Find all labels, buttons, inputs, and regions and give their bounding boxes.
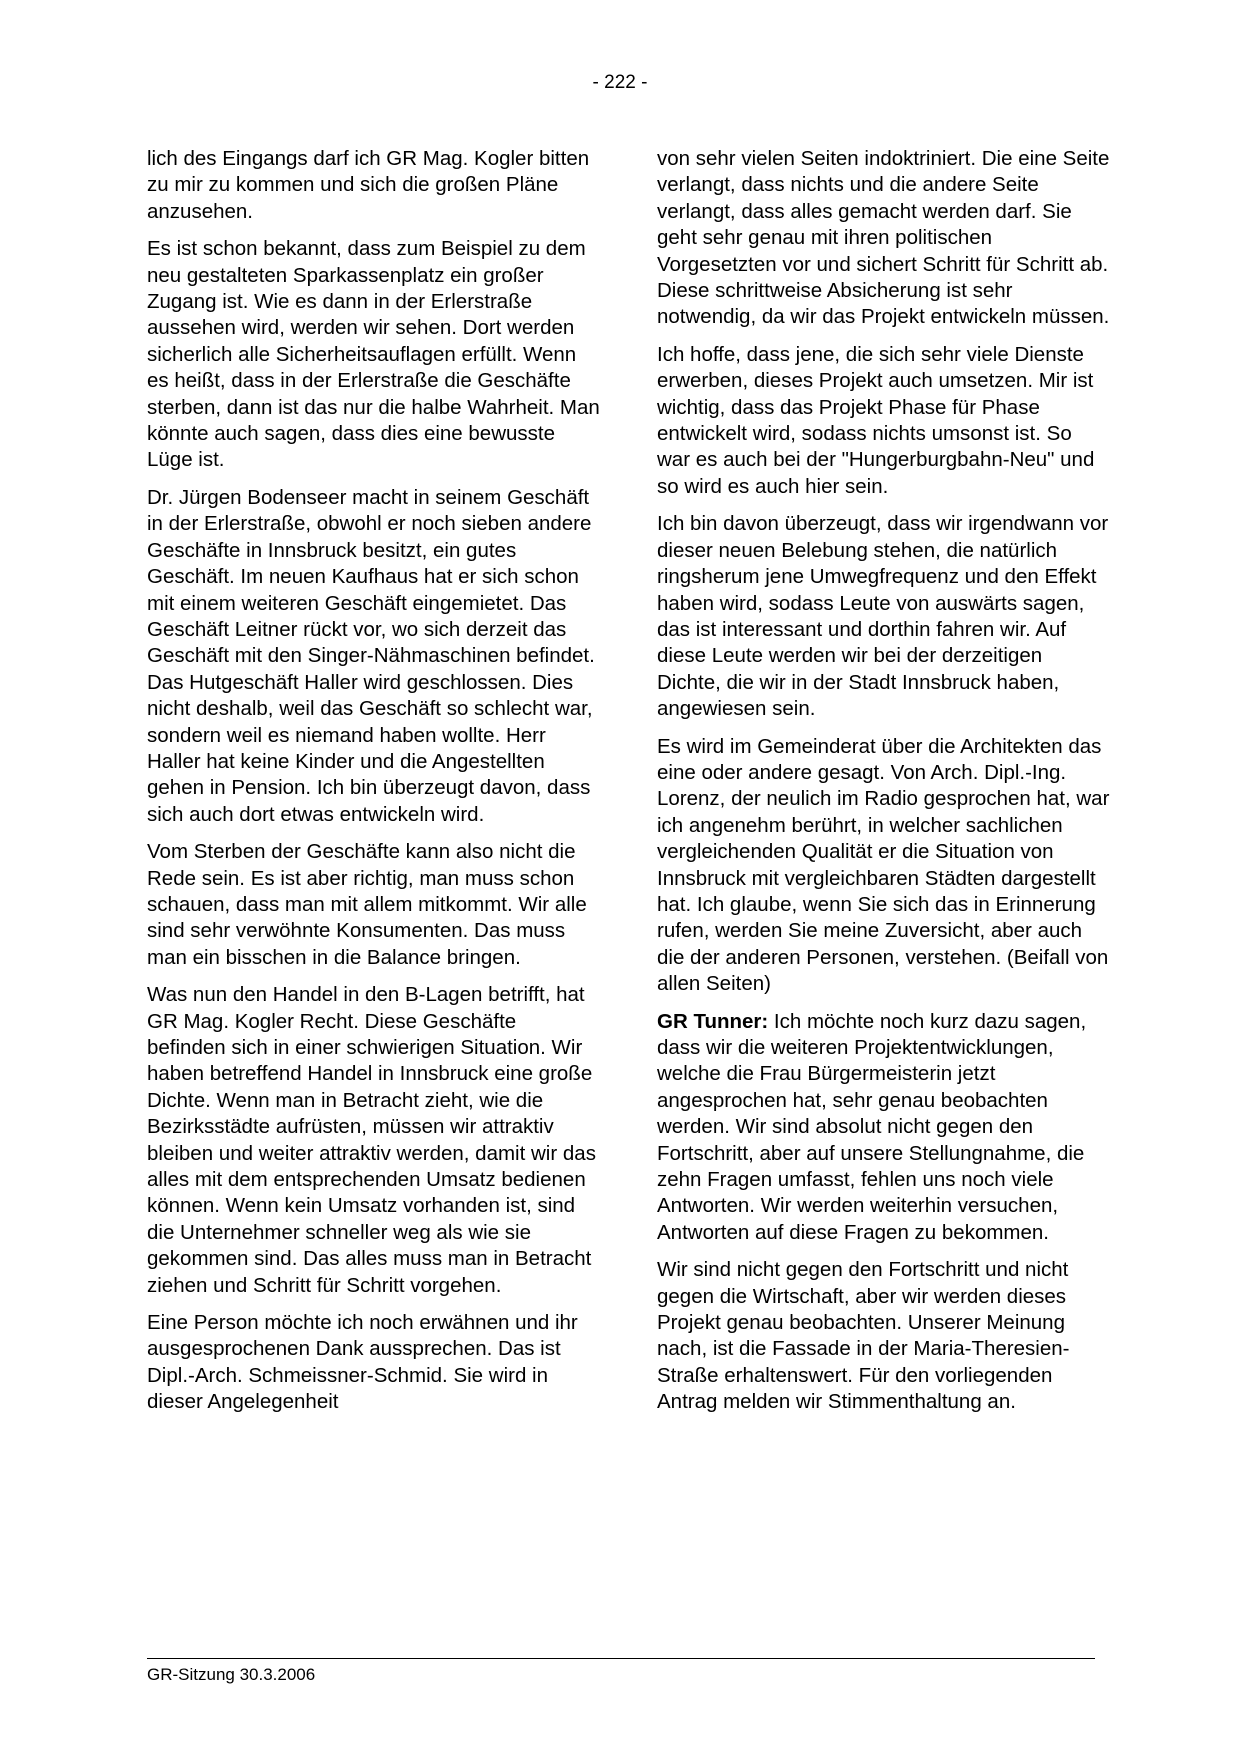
paragraph: von sehr vielen Seiten indoktriniert. Die eine Seite verlangt, dass nichts und die andere Seite verlangt, dass alles gemacht werden darf. Sie geht sehr genau mit ihren politischen Vorgesetzten vor und sichert Schritt für Schritt ab. Diese schrittweise Absicherung ist sehr notwendig, da wir das Projekt entwickeln müssen. bbox=[657, 147, 1110, 329]
left-column bbox=[147, 146, 600, 1427]
paragraph: Vom Sterben der Geschäfte kann also nicht die Rede sein. Es ist aber richtig, man muss schon schauen, dass man mit allem mitkommt. Wir alle sind sehr verwöhnte Konsumenten. Das muss man ein bisschen in die Balance bringen. bbox=[147, 840, 587, 969]
speech-text: Ich möchte noch kurz dazu sagen, dass wir die weiteren Projektentwicklungen, welche die Frau Bürgermeisterin jetzt angesprochen hat, sehr genau beobachten werden. Wir sind absolut nicht gegen den Fortschritt, aber auf unsere Stellungnahme, die zehn Fragen umfasst, fehlen uns noch viele Antworten. Wir werden weiterhin versuchen, Antworten auf diese Fragen zu bekommen. bbox=[657, 1009, 1087, 1244]
speech-paragraph bbox=[657, 1009, 1110, 1247]
paragraph: Es wird im Gemeinderat über die Architekten das eine oder andere gesagt. Von Arch. Dipl.-Ing. Lorenz, der neulich im Radio gesprochen hat, war ich angenehm berührt, in welcher sachlichen vergleichenden Qualität er die Situation von Innsbruck mit vergleichbaren Städten dargestellt hat. Ich glaube, wenn Sie sich das in Erinnerung rufen, werden Sie meine Zuversicht, aber auch die der anderen Personen, verstehen. (Beifall von allen Seiten) bbox=[657, 734, 1110, 996]
speaker-name: GR Tunner: bbox=[657, 1009, 769, 1033]
paragraph: Ich hoffe, dass jene, die sich sehr viele Dienste erwerben, dieses Projekt auch umsetzen. Mir ist wichtig, dass das Projekt Phase für Phase entwickelt wird, sodass nichts umsonst ist. So war es auch bei der "Hungerburgbahn-Neu" und so wird es auch hier sein. bbox=[657, 342, 1095, 498]
paragraph: Dr. Jürgen Bodenseer macht in seinem Geschäft in der Erlerstraße, obwohl er noch sieben andere Geschäfte in Innsbruck besitzt, ein gutes Geschäft. Im neuen Kaufhaus hat er sich schon mit einem weiteren Geschäft eingemietet. Das Geschäft Leitner rückt vor, wo sich derzeit das Geschäft mit den Singer-Nähmaschinen befindet. Das Hutgeschäft Haller wird geschlossen. Dies nicht deshalb, weil das Geschäft so schlecht war, sondern weil es niemand haben wollte. Herr Haller hat keine Kinder und die Angestellten gehen in Pension. Ich bin überzeugt davon, dass sich auch dort etwas entwickeln wird. bbox=[147, 485, 595, 826]
footer-rule bbox=[147, 1658, 1095, 1659]
right-column bbox=[657, 146, 1110, 1427]
footer-text: GR-Sitzung 30.3.2006 bbox=[147, 1665, 316, 1684]
paragraph: Eine Person möchte ich noch erwähnen und ihr ausgesprochenen Dank aussprechen. Das ist Dipl.-Arch. Schmeissner-Schmid. Sie wird in dieser Angelegenheit bbox=[147, 1311, 578, 1414]
paragraph: Was nun den Handel in den B-Lagen betrifft, hat GR Mag. Kogler Recht. Diese Geschäfte befinden sich in einer schwierigen Situation. Wir haben betreffend Handel in Innsbruck eine große Dichte. Wenn man in Betracht zieht, wie die Bezirksstädte aufrüsten, müssen wir attraktiv bleiben und weiter attraktiv werden, damit wir das alles mit dem entsprechenden Umsatz bedienen können. Wenn kein Umsatz vorhanden ist, sind die Unternehmer schneller weg als wie sie gekommen sind. Das alles muss man in Betracht ziehen und Schritt für Schritt vorgehen. bbox=[147, 983, 596, 1297]
paragraph: Wir sind nicht gegen den Fortschritt und nicht gegen die Wirtschaft, aber wir werden dieses Projekt genau beobachten. Unserer Meinung nach, ist die Fassade in der Maria-Theresien-Straße erhaltenswert. Für den vorliegenden Antrag melden wir Stimmenthaltung an. bbox=[657, 1258, 1070, 1414]
paragraph: Es ist schon bekannt, dass zum Beispiel zu dem neu gestalteten Sparkassenplatz ein großer Zugang ist. Wie es dann in der Erlerstraße aussehen wird, werden wir sehen. Dort werden sicherlich alle Sicherheitsauflagen erfüllt. Wenn es heißt, dass in der Erlerstraße die Geschäfte sterben, dann ist das nur die halbe Wahrheit. Man könnte auch sagen, dass dies eine bewusste Lüge ist. bbox=[147, 237, 600, 472]
paragraph: Ich bin davon überzeugt, dass wir irgendwann vor dieser neuen Belebung stehen, die natürlich ringsherum jene Umwegfrequenz und den Effekt haben wird, sodass Leute von auswärts sagen, das ist interessant und dorthin fahren wir. Auf diese Leute werden wir bei der derzeitigen Dichte, die wir in der Stadt Innsbruck haben, angewiesen sein. bbox=[657, 512, 1109, 721]
page-number: - 222 - bbox=[592, 72, 648, 93]
paragraph: lich des Eingangs darf ich GR Mag. Kogler bitten zu mir zu kommen und sich die großen Pläne anzusehen. bbox=[147, 147, 590, 223]
